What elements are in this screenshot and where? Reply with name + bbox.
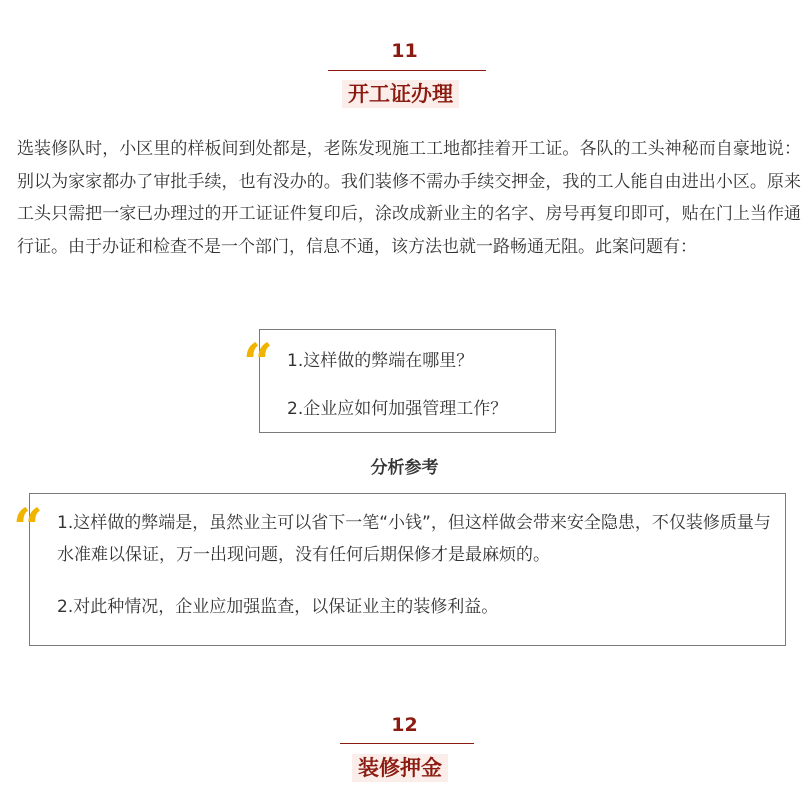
section-11-body: 选装修队时，小区里的样板间到处都是，老陈发现施工工地都挂着开工证。各队的工头神秘而自豪地说：别以为家家都办了审批手续，也有没办的。我们装修不需办手续交押金，我的工人能自由进出小区。原来工头只需把一家已办理过的开工证证件复印后，涂改成新业主的名字、房号再复印即可，贴在门上当作通行证。由于办证和检查不是一个部门，信息不通，该方法也就一路畅通无阻。此案问题有： [17, 139, 801, 257]
answer-quote-icon: “ [13, 498, 43, 559]
section-12-number: 12 [391, 714, 418, 736]
questions-quote-icon: “ [243, 333, 273, 394]
section-12-divider [340, 743, 474, 744]
answer-2: 2.对此种情况，企业应加强监查，以保证业主的装修利益。 [57, 597, 499, 617]
question-2: 2.企业应如何加强管理工作？ [287, 399, 508, 419]
section-11-divider [328, 70, 486, 71]
analysis-heading: 分析参考 [370, 458, 439, 478]
section-11-number: 11 [391, 40, 418, 62]
section-12-title: 装修押金 [352, 754, 448, 782]
section-11-title: 开工证办理 [342, 80, 459, 108]
answer-1: 1.这样做的弊端是，虽然业主可以省下一笔“小钱”，但这样做会带来安全隐患，不仅装修质量与水准难以保证，万一出现问题，没有任何后期保修才是最麻烦的。 [57, 513, 771, 565]
question-1: 1.这样做的弊端在哪里？ [287, 351, 474, 371]
